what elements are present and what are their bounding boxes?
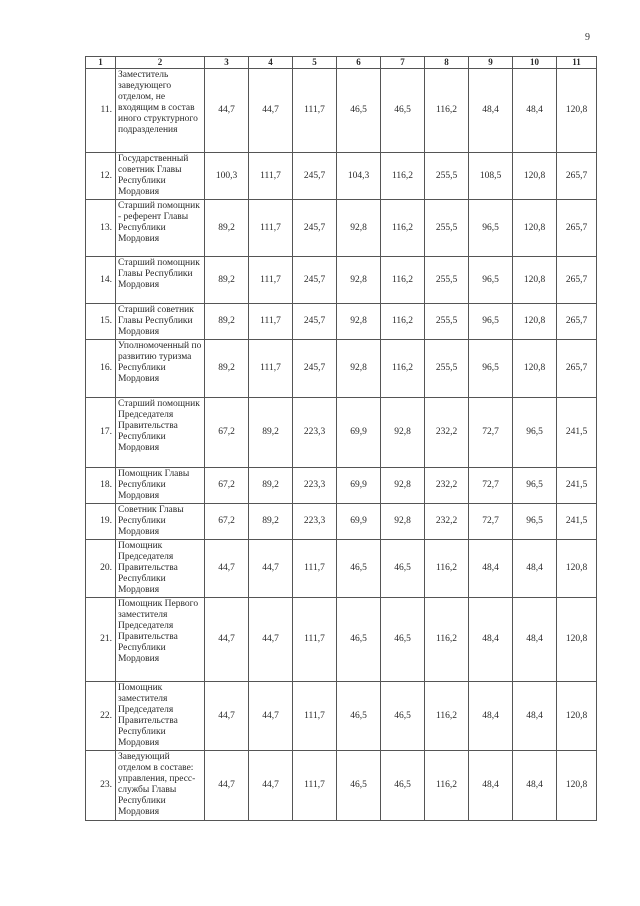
column-header: 3 [205,57,249,69]
value-cell: 120,8 [557,751,597,821]
value-cell: 89,2 [205,304,249,340]
value-cell: 232,2 [425,504,469,540]
table-row [86,468,597,504]
value-cell: 120,8 [557,540,597,598]
position-title: Старший помощник Главы Республики Мордовия [116,257,205,304]
position-title: Старший помощник - референт Главы Республики Мордовия [116,200,205,257]
value-cell: 111,7 [293,598,337,682]
row-number: 13. [86,200,116,257]
value-cell: 46,5 [337,751,381,821]
value-cell: 44,7 [249,682,293,751]
value-cell: 72,7 [469,468,513,504]
value-cell: 46,5 [381,751,425,821]
row-number: 17. [86,398,116,468]
table-row [86,682,597,751]
value-cell: 265,7 [557,257,597,304]
value-cell: 48,4 [469,682,513,751]
value-cell: 120,8 [557,682,597,751]
value-cell: 120,8 [513,304,557,340]
value-cell: 92,8 [337,304,381,340]
position-title: Государственный советник Главы Республики Мордовия [116,153,205,200]
value-cell: 265,7 [557,153,597,200]
value-cell: 44,7 [205,540,249,598]
column-header: 4 [249,57,293,69]
value-cell: 89,2 [249,398,293,468]
value-cell: 89,2 [205,257,249,304]
position-title: Помощник Первого заместителя Председателя Правительства Республики Мордовия [116,598,205,682]
position-title: Помощник Главы Республики Мордовия [116,468,205,504]
position-title: Старший советник Главы Республики Мордовия [116,304,205,340]
value-cell: 265,7 [557,200,597,257]
table-row [86,304,597,340]
value-cell: 120,8 [513,153,557,200]
row-number: 14. [86,257,116,304]
value-cell: 120,8 [513,340,557,398]
value-cell: 245,7 [293,153,337,200]
value-cell: 92,8 [381,504,425,540]
row-number: 18. [86,468,116,504]
value-cell: 255,5 [425,304,469,340]
value-cell: 245,7 [293,340,337,398]
value-cell: 69,9 [337,504,381,540]
value-cell: 46,5 [381,682,425,751]
value-cell: 223,3 [293,504,337,540]
column-header: 11 [557,57,597,69]
value-cell: 92,8 [381,468,425,504]
value-cell: 72,7 [469,504,513,540]
page-number: 9 [585,32,590,43]
value-cell: 89,2 [205,340,249,398]
value-cell: 255,5 [425,257,469,304]
value-cell: 111,7 [293,682,337,751]
value-cell: 245,7 [293,257,337,304]
value-cell: 232,2 [425,398,469,468]
value-cell: 111,7 [249,153,293,200]
value-cell: 116,2 [381,257,425,304]
value-cell: 44,7 [249,540,293,598]
value-cell: 48,4 [469,540,513,598]
value-cell: 111,7 [293,540,337,598]
table-row [86,504,597,540]
value-cell: 67,2 [205,504,249,540]
value-cell: 96,5 [513,504,557,540]
position-title: Заместитель заведующего отделом, не входящим в состав иного структурного подразделения [116,69,205,153]
position-title: Советник Главы Республики Мордовия [116,504,205,540]
salary-table [85,56,597,821]
value-cell: 116,2 [425,540,469,598]
value-cell: 223,3 [293,468,337,504]
value-cell: 265,7 [557,304,597,340]
value-cell: 46,5 [337,69,381,153]
row-number: 22. [86,682,116,751]
table-row [86,398,597,468]
value-cell: 48,4 [513,751,557,821]
value-cell: 69,9 [337,398,381,468]
column-header: 8 [425,57,469,69]
value-cell: 111,7 [249,304,293,340]
value-cell: 111,7 [249,340,293,398]
value-cell: 116,2 [425,751,469,821]
value-cell: 72,7 [469,398,513,468]
value-cell: 116,2 [425,69,469,153]
table-body [86,69,597,821]
value-cell: 255,5 [425,200,469,257]
column-header: 7 [381,57,425,69]
value-cell: 44,7 [205,69,249,153]
value-cell: 67,2 [205,468,249,504]
value-cell: 255,5 [425,153,469,200]
value-cell: 120,8 [513,257,557,304]
position-title: Старший помощник Председателя Правительства Республики Мордовия [116,398,205,468]
value-cell: 111,7 [249,200,293,257]
position-title: Заведующий отделом в составе: управления, пресс-службы Главы Республики Мордовия [116,751,205,821]
table-row [86,257,597,304]
value-cell: 96,5 [469,340,513,398]
value-cell: 46,5 [337,682,381,751]
value-cell: 120,8 [557,69,597,153]
row-number: 19. [86,504,116,540]
table-row [86,69,597,153]
value-cell: 48,4 [469,751,513,821]
value-cell: 241,5 [557,504,597,540]
position-title: Уполномоченный по развитию туризма Республики Мордовия [116,340,205,398]
row-number: 16. [86,340,116,398]
value-cell: 116,2 [381,340,425,398]
table-row [86,340,597,398]
value-cell: 96,5 [513,468,557,504]
value-cell: 116,2 [381,304,425,340]
column-header: 6 [337,57,381,69]
value-cell: 44,7 [249,598,293,682]
table-row [86,200,597,257]
value-cell: 92,8 [337,340,381,398]
value-cell: 92,8 [381,398,425,468]
value-cell: 265,7 [557,340,597,398]
value-cell: 48,4 [469,69,513,153]
value-cell: 89,2 [249,504,293,540]
value-cell: 111,7 [249,257,293,304]
value-cell: 111,7 [293,69,337,153]
value-cell: 108,5 [469,153,513,200]
value-cell: 89,2 [205,200,249,257]
value-cell: 46,5 [337,540,381,598]
row-number: 11. [86,69,116,153]
value-cell: 46,5 [381,598,425,682]
table-row [86,598,597,682]
table-row [86,153,597,200]
value-cell: 241,5 [557,398,597,468]
row-number: 21. [86,598,116,682]
column-header: 2 [116,57,205,69]
value-cell: 92,8 [337,200,381,257]
value-cell: 100,3 [205,153,249,200]
value-cell: 92,8 [337,257,381,304]
value-cell: 116,2 [381,153,425,200]
value-cell: 48,4 [469,598,513,682]
table-row [86,751,597,821]
column-header: 9 [469,57,513,69]
value-cell: 111,7 [293,751,337,821]
value-cell: 89,2 [249,468,293,504]
row-number: 12. [86,153,116,200]
value-cell: 96,5 [469,257,513,304]
column-header: 10 [513,57,557,69]
value-cell: 232,2 [425,468,469,504]
value-cell: 48,4 [513,540,557,598]
column-header: 5 [293,57,337,69]
value-cell: 223,3 [293,398,337,468]
value-cell: 44,7 [205,682,249,751]
value-cell: 48,4 [513,682,557,751]
value-cell: 67,2 [205,398,249,468]
value-cell: 48,4 [513,598,557,682]
value-cell: 44,7 [249,751,293,821]
value-cell: 245,7 [293,304,337,340]
value-cell: 116,2 [381,200,425,257]
value-cell: 46,5 [381,69,425,153]
value-cell: 44,7 [205,751,249,821]
value-cell: 48,4 [513,69,557,153]
value-cell: 120,8 [557,598,597,682]
value-cell: 104,3 [337,153,381,200]
value-cell: 96,5 [513,398,557,468]
row-number: 15. [86,304,116,340]
value-cell: 46,5 [337,598,381,682]
value-cell: 245,7 [293,200,337,257]
column-header: 1 [86,57,116,69]
row-number: 23. [86,751,116,821]
value-cell: 46,5 [381,540,425,598]
value-cell: 44,7 [205,598,249,682]
value-cell: 96,5 [469,200,513,257]
position-title: Помощник Председателя Правительства Республики Мордовия [116,540,205,598]
header-row [86,57,597,69]
value-cell: 120,8 [513,200,557,257]
value-cell: 241,5 [557,468,597,504]
table-row [86,540,597,598]
value-cell: 255,5 [425,340,469,398]
value-cell: 69,9 [337,468,381,504]
value-cell: 116,2 [425,682,469,751]
value-cell: 116,2 [425,598,469,682]
position-title: Помощник заместителя Председателя Правительства Республики Мордовия [116,682,205,751]
row-number: 20. [86,540,116,598]
value-cell: 44,7 [249,69,293,153]
value-cell: 96,5 [469,304,513,340]
